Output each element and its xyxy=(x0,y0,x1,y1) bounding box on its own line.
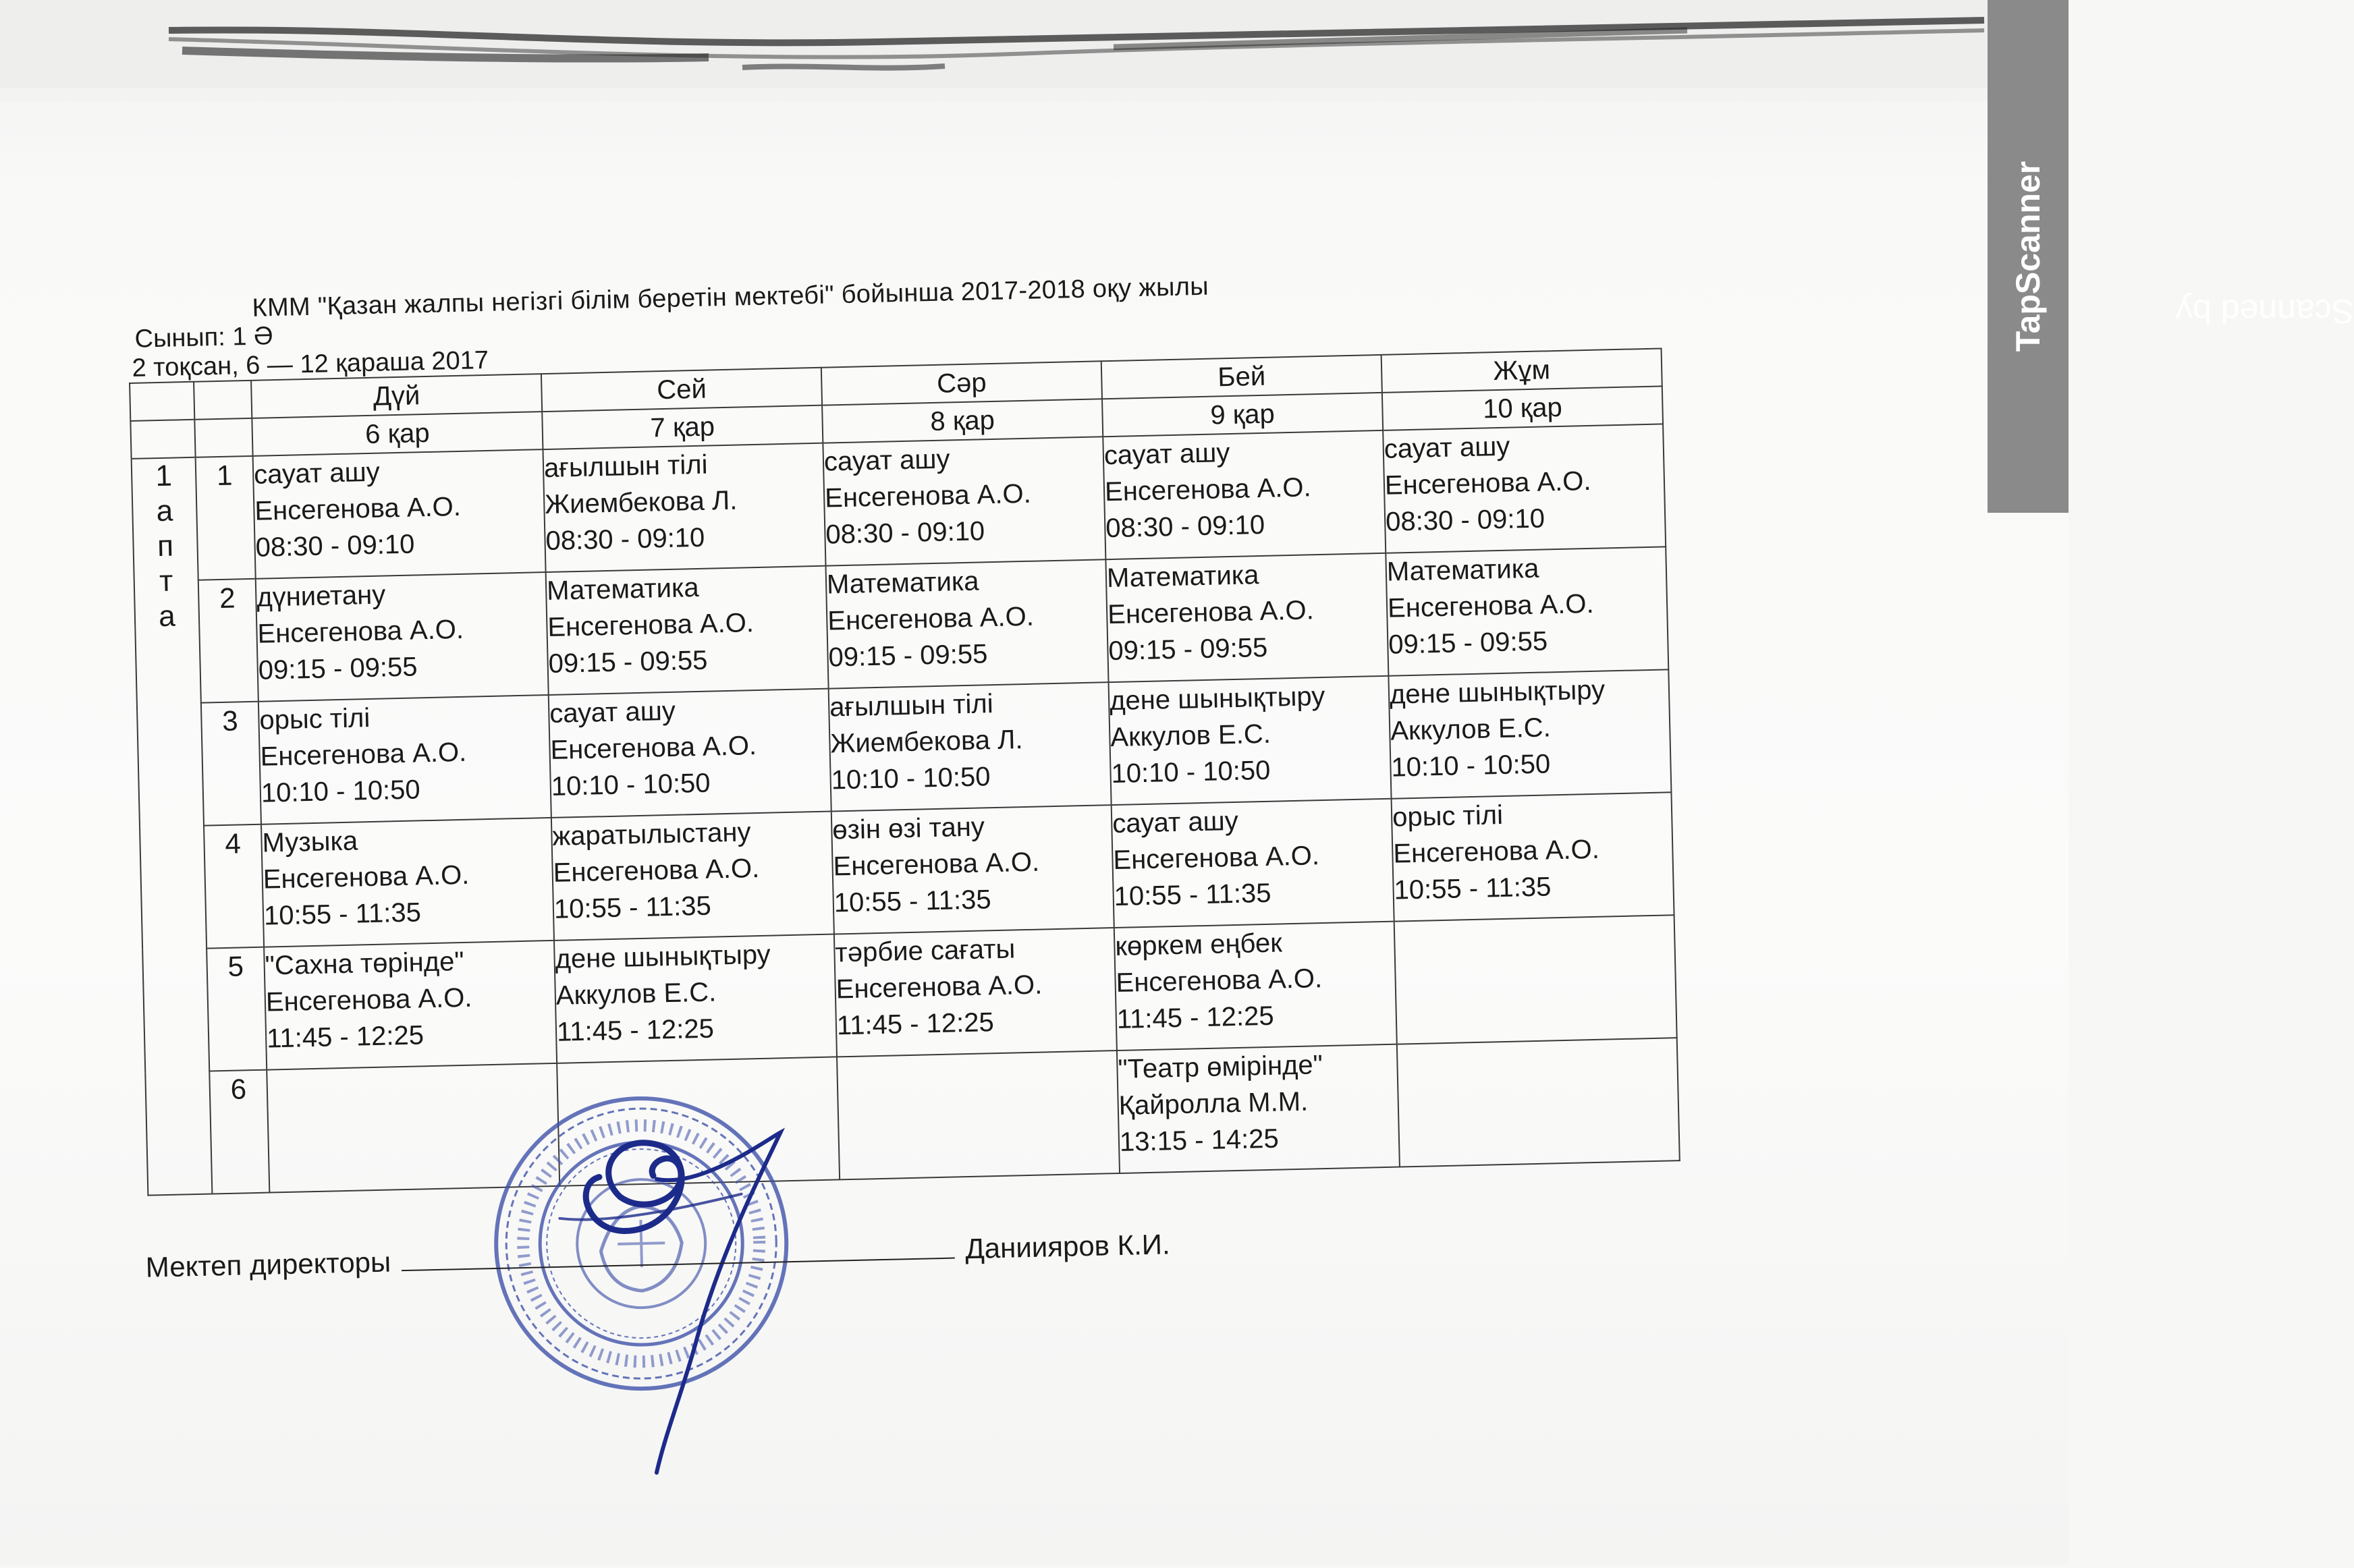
lesson-cell xyxy=(1109,676,1392,805)
week-label-char: т xyxy=(159,564,173,598)
time: 10:10 - 10:50 xyxy=(261,775,421,808)
time: 10:55 - 11:35 xyxy=(263,897,422,931)
lesson-cell xyxy=(1112,799,1394,928)
time: 10:55 - 11:35 xyxy=(833,885,992,918)
time: 11:45 - 12:25 xyxy=(266,1020,425,1054)
teacher: Енсегенова А.О. xyxy=(1384,466,1591,501)
watermark-prefix: Scanned by xyxy=(2175,292,2354,331)
lesson-number: 3 xyxy=(201,702,261,826)
scanner-watermark xyxy=(1988,0,2354,513)
teacher: Енсегенова А.О. xyxy=(547,608,755,643)
subject: дене шынықтыру xyxy=(555,939,771,974)
teacher: Жиембекова Л. xyxy=(544,485,738,520)
day-date: 10 қар xyxy=(1382,386,1663,430)
time: 09:15 - 09:55 xyxy=(548,645,708,679)
signature-underline xyxy=(401,1233,955,1272)
lesson-cell xyxy=(823,437,1105,565)
subject: сауат ашу xyxy=(549,696,676,729)
lesson-cell xyxy=(1103,430,1386,559)
watermark-text xyxy=(2008,161,2354,352)
time: 10:55 - 11:35 xyxy=(1394,872,1552,905)
teacher: Қайролла М.М. xyxy=(1118,1086,1309,1121)
lesson-cell xyxy=(1388,669,1671,798)
lesson-cell xyxy=(256,572,549,702)
subject: сауат ашу xyxy=(1103,438,1230,471)
subject: "Театр өмірінде" xyxy=(1118,1050,1323,1084)
day-name: Сей xyxy=(541,368,822,412)
lesson-number: 4 xyxy=(204,824,264,949)
teacher: Енсегенова А.О. xyxy=(254,491,462,526)
subject: тәрбие сағаты xyxy=(835,934,1016,968)
week-label-char: а xyxy=(158,599,176,634)
lesson-cell xyxy=(1105,553,1388,682)
subject: "Сахна төрінде" xyxy=(265,946,464,981)
time: 09:15 - 09:55 xyxy=(1388,626,1548,660)
lesson-cell xyxy=(825,559,1108,688)
teacher: Аккулов Е.С. xyxy=(555,977,717,1011)
time: 10:10 - 10:50 xyxy=(831,762,991,795)
teacher: Енсегенова А.О. xyxy=(550,731,757,765)
time: 08:30 - 09:10 xyxy=(545,522,705,557)
teacher: Енсегенова А.О. xyxy=(1104,472,1312,507)
day-name: Жұм xyxy=(1381,348,1662,392)
time: 08:30 - 09:10 xyxy=(825,516,985,550)
subject: Музыка xyxy=(262,826,358,858)
teacher: Енсегенова А.О. xyxy=(833,847,1040,882)
teacher: Аккулов Е.С. xyxy=(1110,719,1271,753)
subject: жаратылыстану xyxy=(551,817,751,851)
time: 10:10 - 10:50 xyxy=(1111,755,1271,789)
time: 08:30 - 09:10 xyxy=(255,529,415,563)
teacher: Енсегенова А.О. xyxy=(263,860,470,895)
subject: ағылшын тілі xyxy=(829,689,994,723)
subject: сауат ашу xyxy=(253,457,381,490)
teacher: Енсегенова А.О. xyxy=(836,970,1043,1005)
subject: өзін өзі тану xyxy=(831,812,985,845)
lesson-cell xyxy=(261,818,554,947)
lesson-cell xyxy=(1114,922,1397,1051)
subject: орыс тілі xyxy=(1392,800,1504,833)
day-date: 7 қар xyxy=(542,405,823,449)
time: 10:55 - 11:35 xyxy=(553,891,712,924)
teacher: Енсегенова А.О. xyxy=(824,478,1032,513)
teacher: Енсегенова А.О. xyxy=(827,601,1035,636)
lesson-cell-empty xyxy=(837,1051,1120,1179)
subject: Математика xyxy=(826,566,979,600)
lesson-cell xyxy=(1392,792,1674,921)
handwritten-signature xyxy=(543,1077,836,1488)
teacher: Жиембекова Л. xyxy=(829,725,1023,759)
corner-cell xyxy=(194,418,252,457)
time: 13:15 - 14:25 xyxy=(1119,1123,1280,1157)
week-label-char: а xyxy=(156,494,173,528)
lesson-number: 5 xyxy=(207,947,267,1071)
teacher: Енсегенова А.О. xyxy=(1116,963,1323,999)
subject: сауат ашу xyxy=(1112,806,1239,839)
teacher: Енсегенова А.О. xyxy=(1113,841,1320,876)
subject: дене шынықтыру xyxy=(1389,675,1606,710)
lesson-cell xyxy=(551,812,834,941)
time: 09:15 - 09:55 xyxy=(1107,632,1268,667)
teacher: Енсегенова А.О. xyxy=(1387,588,1595,623)
lesson-cell xyxy=(258,695,551,824)
lesson-cell xyxy=(1386,547,1668,675)
subject: дүниетану xyxy=(256,580,386,613)
teacher: Аккулов Е.С. xyxy=(1390,712,1552,746)
subject: орыс тілі xyxy=(258,703,371,735)
day-date: 9 қар xyxy=(1102,393,1383,437)
day-name: Сәр xyxy=(821,361,1102,405)
subject: сауат ашу xyxy=(823,444,950,477)
time: 10:10 - 10:50 xyxy=(1390,749,1551,783)
teacher: Енсегенова А.О. xyxy=(257,614,464,649)
time: 11:45 - 12:25 xyxy=(1116,1001,1275,1035)
week-label-char: 1 xyxy=(155,459,173,493)
document-title: КММ "Қазан жалпы негізгі білім беретін мектебі" бойынша 2017-2018 оқу жылы xyxy=(252,272,1209,323)
time: 09:15 - 09:55 xyxy=(258,652,418,685)
class-line: Сынып: 1 Ә xyxy=(134,322,274,354)
lesson-cell xyxy=(1383,424,1666,553)
lesson-cell xyxy=(829,682,1112,811)
time: 11:45 - 12:25 xyxy=(556,1013,715,1047)
corner-cell xyxy=(194,381,252,420)
time: 10:10 - 10:50 xyxy=(551,768,711,802)
subject: дене шынықтыру xyxy=(1109,681,1325,717)
teacher: Енсегенова А.О. xyxy=(265,982,472,1017)
lesson-number: 2 xyxy=(198,579,258,703)
corner-cell xyxy=(130,420,195,459)
lesson-cell-empty xyxy=(1397,1038,1680,1167)
lesson-cell xyxy=(834,928,1117,1057)
subject: ағылшын тілі xyxy=(543,449,708,484)
subject: Математика xyxy=(1386,553,1539,587)
teacher: Енсегенова А.О. xyxy=(260,737,467,772)
teacher: Енсегенова А.О. xyxy=(1392,834,1600,869)
lesson-cell xyxy=(253,449,546,579)
lesson-cell xyxy=(831,805,1114,934)
day-name: Бей xyxy=(1101,355,1382,399)
subject: Математика xyxy=(546,572,700,607)
day-name: Дүй xyxy=(251,374,542,418)
lesson-cell-empty xyxy=(1394,915,1677,1044)
day-date: 6 қар xyxy=(252,412,543,456)
director-label: Мектеп директоры xyxy=(145,1245,391,1283)
lesson-cell xyxy=(264,941,557,1070)
day-date: 8 қар xyxy=(822,399,1103,443)
corner-cell xyxy=(130,382,194,421)
director-name: Даниияров К.И. xyxy=(964,1228,1171,1265)
term-line: 2 тоқсан, 6 — 12 қараша 2017 xyxy=(132,345,489,383)
schedule-table xyxy=(129,347,1680,1196)
lesson-cell xyxy=(546,566,829,695)
subject: Математика xyxy=(1106,560,1259,594)
time: 08:30 - 09:10 xyxy=(1385,503,1545,537)
week-label-char: п xyxy=(157,529,174,563)
lesson-number: 6 xyxy=(209,1070,269,1194)
subject: сауат ашу xyxy=(1384,431,1510,464)
lesson-cell xyxy=(1117,1044,1400,1173)
time: 10:55 - 11:35 xyxy=(1114,878,1271,912)
lesson-cell xyxy=(549,689,831,818)
time: 11:45 - 12:25 xyxy=(836,1007,995,1041)
lesson-cell xyxy=(554,934,837,1063)
teacher: Енсегенова А.О. xyxy=(553,853,760,888)
subject: көркем еңбек xyxy=(1114,928,1283,962)
lesson-cell xyxy=(543,443,825,572)
time: 08:30 - 09:10 xyxy=(1105,509,1265,544)
watermark-brand: TapScanner xyxy=(2009,161,2047,352)
teacher: Енсегенова А.О. xyxy=(1107,595,1315,630)
lesson-number: 1 xyxy=(196,456,256,580)
time: 09:15 - 09:55 xyxy=(828,639,988,673)
